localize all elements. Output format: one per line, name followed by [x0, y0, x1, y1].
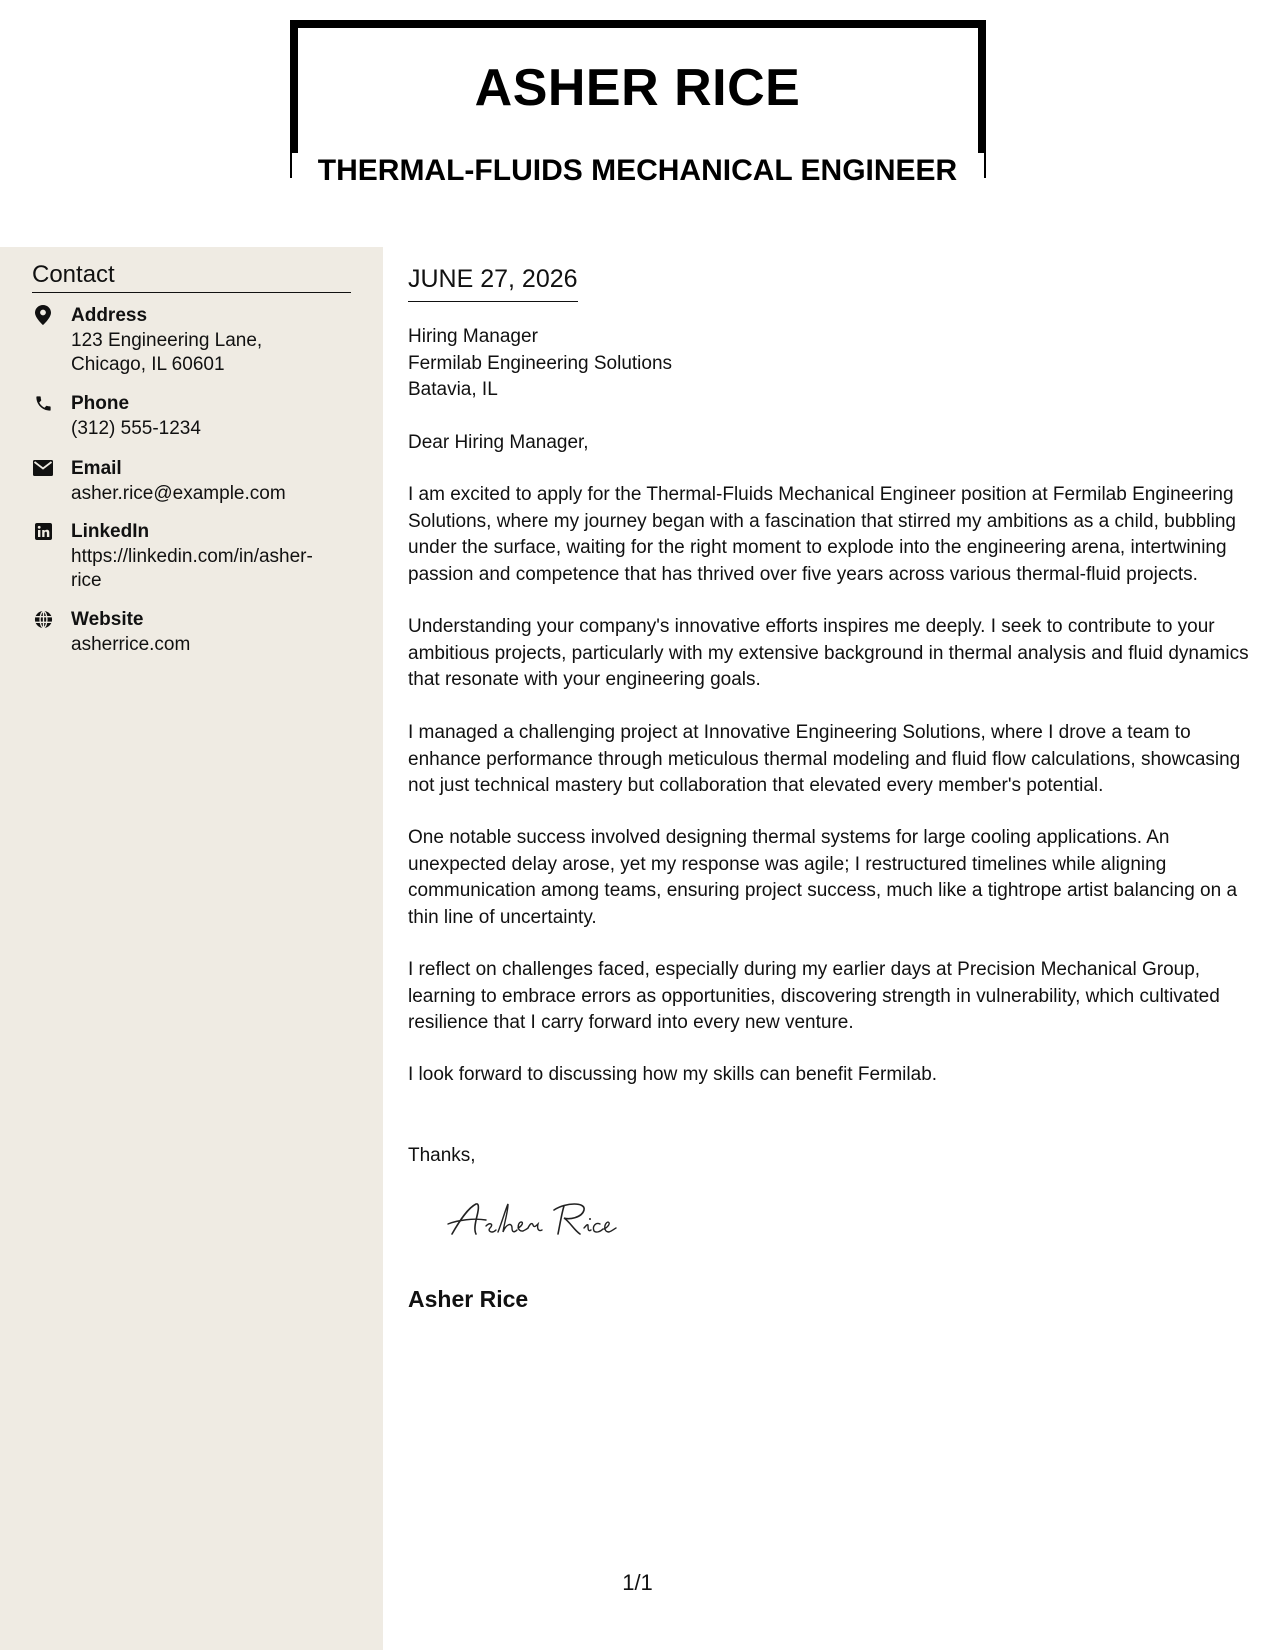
header-frame-top-border: [290, 20, 986, 28]
linkedin-icon: [32, 520, 54, 542]
contact-label: Address: [71, 305, 148, 326]
signer-name: Asher Rice: [408, 1286, 529, 1312]
body-paragraph: I reflect on challenges faced, especially during my earlier days at Precision Mechanical Group, learning to embrace errors as opportunities, discovering strength in vulnerability, which cultivated resilience that I carry forward into every new venture.: [408, 959, 1220, 1033]
candidate-name: ASHER RICE: [474, 59, 801, 117]
recipient-block: [408, 324, 672, 404]
body-paragraph: One notable success involved designing thermal systems for large cooling applications. An unexpected delay arose, yet my response was agile; I restructured timelines while aligning communication among teams, ensuring project success, much like a tightrope artist balancing on a thin line of uncertainty.: [408, 827, 1238, 928]
globe-icon: [32, 608, 54, 630]
letter-date: JUNE 27, 2026: [408, 266, 578, 302]
contact-value: asherrice.com: [71, 634, 191, 655]
page-number: 1/1: [622, 1570, 653, 1595]
handwritten-signature: [446, 1198, 636, 1251]
contact-value: asher.rice@example.com: [71, 483, 286, 504]
body-paragraph: Understanding your company's innovative efforts inspires me deeply. I seek to contribute to your ambitious projects, particularly with my extensive background in thermal analysis and fluid dynamics that resonate with your engineering goals.: [408, 616, 1249, 690]
map-pin-icon: [32, 304, 54, 326]
contact-sidebar: [0, 247, 383, 1650]
contact-label: LinkedIn: [71, 521, 150, 542]
contact-label: Phone: [71, 393, 130, 414]
email-icon: [32, 457, 54, 479]
contact-heading: Contact: [32, 262, 351, 293]
job-title: THERMAL-FLUIDS MECHANICAL ENGINEER: [317, 154, 958, 187]
recipient-title: Hiring Manager: [408, 326, 538, 347]
contact-value: 123 Engineering Lane, Chicago, IL 60601: [71, 330, 263, 375]
phone-icon: [32, 392, 54, 414]
recipient-company: Fermilab Engineering Solutions: [408, 352, 673, 374]
contact-label: Website: [71, 609, 144, 630]
contact-label: Email: [71, 458, 122, 479]
salutation: Dear Hiring Manager,: [408, 432, 589, 453]
letter-closing: Thanks,: [408, 1145, 476, 1166]
contact-value: (312) 555-1234: [71, 418, 201, 439]
recipient-location: Batavia, IL: [408, 379, 498, 400]
body-paragraph: I am excited to apply for the Thermal-Fluids Mechanical Engineer position at Fermilab Engineering Solutions, where my journey began with a fascination that stirred my ambitions as a child, bubbling under the surface, waiting for the right moment to explode into the engineering arena, intertwining passion and competence that has thrived over five years across various thermal-fluid projects.: [408, 484, 1236, 585]
body-paragraph: I managed a challenging project at Innovative Engineering Solutions, where I drove a team to enhance performance through meticulous thermal modeling and fluid flow calculations, showcasing not just technical mastery but collaboration that elevated every member's potential.: [408, 722, 1241, 796]
contact-value: https://linkedin.com/in/asher-rice: [71, 546, 313, 591]
body-paragraph: I look forward to discussing how my skills can benefit Fermilab.: [408, 1064, 938, 1085]
